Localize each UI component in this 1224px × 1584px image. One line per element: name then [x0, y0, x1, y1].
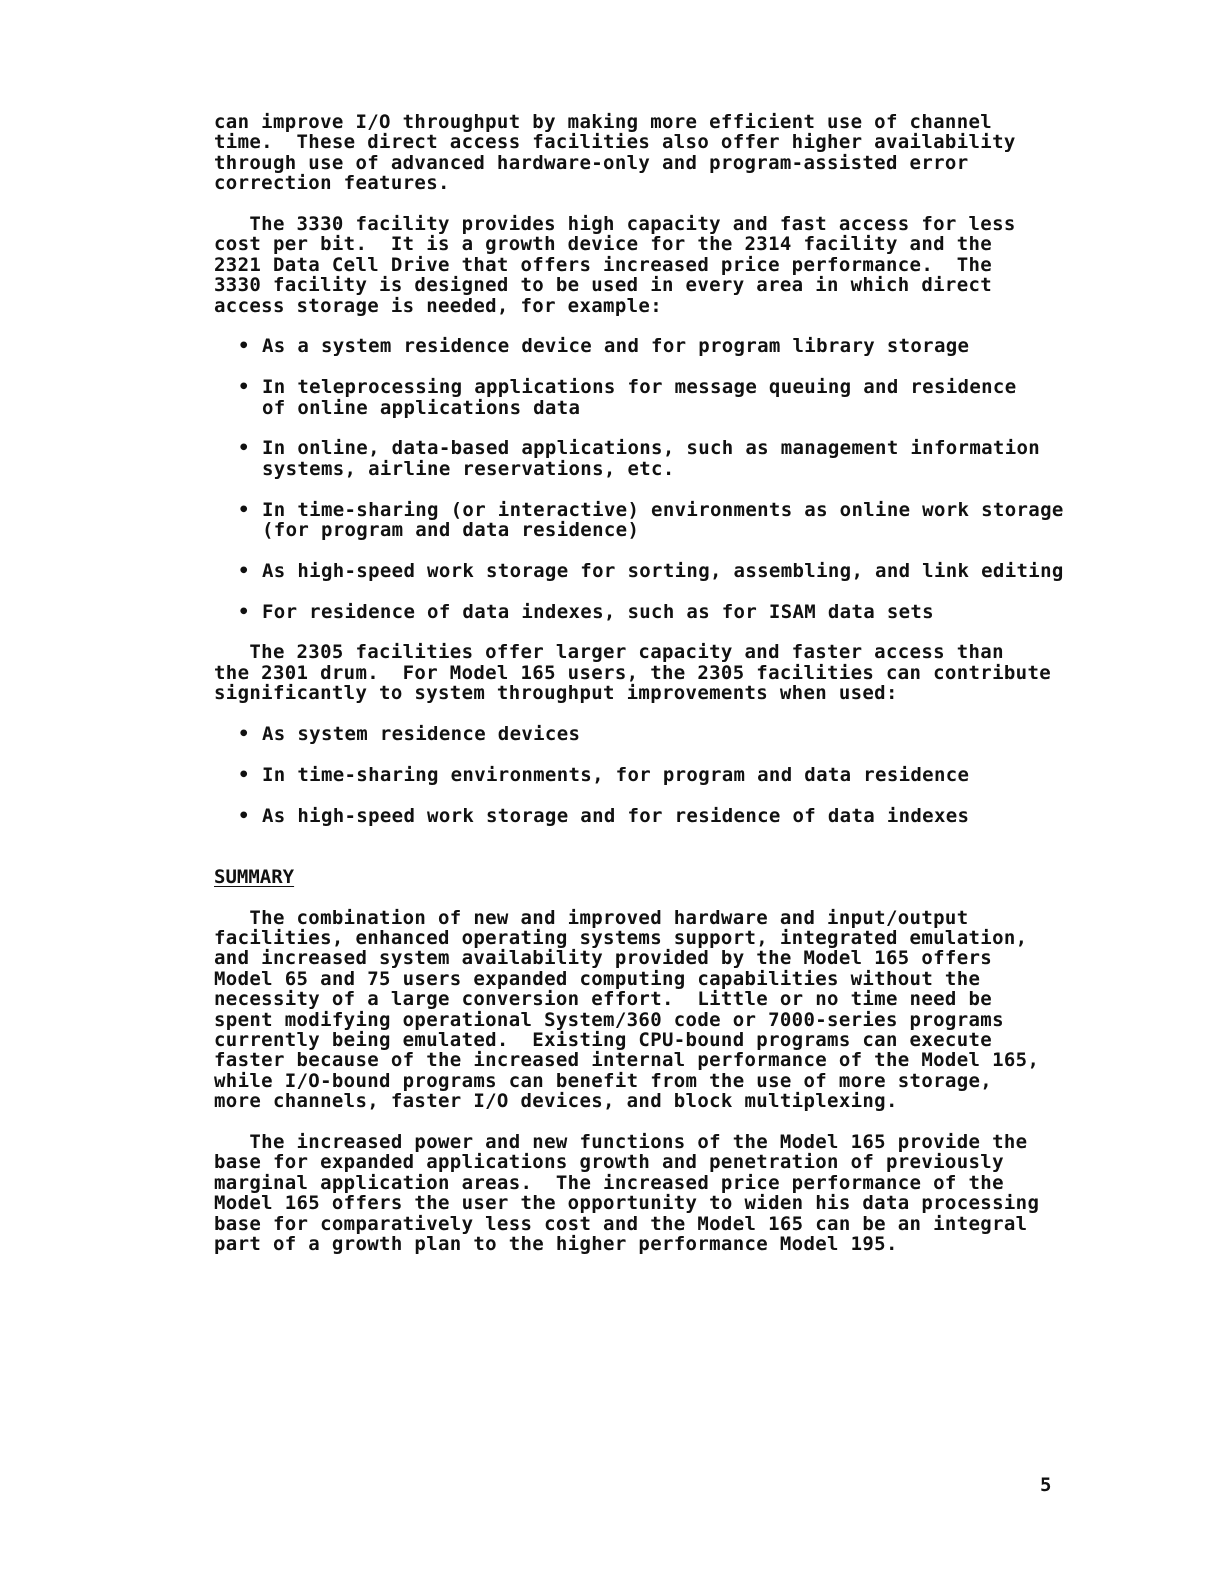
list-item: • In online, data-based applications, such as management information systems, airline reservations, etc. — [238, 437, 1041, 480]
bullet-icon: • — [238, 804, 250, 827]
bullet-icon: • — [238, 498, 250, 521]
bullet-icon: • — [238, 559, 250, 582]
list-item: • In teleprocessing applications for message queuing and residence of online applications data — [238, 376, 1017, 419]
list-item: • As high-speed work storage and for residence of data indexes — [238, 804, 970, 827]
summary-paragraph-2: The increased power and new functions of the Model 165 provide the base for expanded applications growth and penetration of previously marginal application areas. The increased price performance of the Model 165 offers the user the opportunity to widen his data processing base for comparatively less cost and the Model 165 can be an integral part of a growth plan to the higher performance Model 195. — [214, 1131, 1040, 1256]
list-item: • In time-sharing environments, for program and data residence — [238, 763, 970, 786]
summary-heading: SUMMARY — [214, 865, 295, 888]
bullet-icon: • — [238, 763, 250, 786]
intro-paragraph: can improve I/O throughput by making more efficient use of channel time. These direct access facilities also offer higher availability through use of advanced hardware-only and program-assisted error correction features. — [214, 111, 1016, 195]
page-number: 5 — [1040, 1474, 1052, 1496]
list-item: • As a system residence device and for program library storage — [238, 335, 970, 358]
bullet-icon: • — [238, 335, 250, 358]
facility-3330-use-list — [214, 336, 1094, 622]
bullet-icon: • — [238, 437, 250, 460]
facility-2305-paragraph: The 2305 facilities offer larger capacity and faster access than the 2301 drum. For Model 165 users, the 2305 facilities can contribute significantly to system throughput improvements when used: — [214, 641, 1052, 705]
bullet-icon: • — [238, 376, 250, 399]
list-item: • In time-sharing (or interactive) environments as online work storage (for program and data residence) — [238, 498, 1064, 542]
document-page — [214, 112, 1094, 1255]
list-item: • For residence of data indexes, such as for ISAM data sets — [238, 600, 934, 623]
facility-2305-use-list — [214, 724, 1094, 826]
facility-3330-paragraph: The 3330 facility provides high capacity and fast access for less cost per bit. It is a growth device for the 2314 facility and the 2321 Data Cell Drive that offers increased price performance. The 3330 facility is designed to be used in every area in which direct access storage is needed, for example: — [214, 213, 1016, 317]
bullet-icon: • — [238, 723, 250, 746]
summary-paragraph-1: The combination of new and improved hardware and input/output facilities, enhanced operating systems support, integrated emulation, and increased system availability provided by the Model 165 offers Model 65 and 75 users expanded computing capabilities without the necessity of a large conversion effort. Little or no time need be spent modifying operational System/360 code or 7000-series programs currently being emulated. Existing CPU-bound programs can execute faster because of the increased internal performance of the Model 165, while I/O-bound programs can benefit from the use of more storage, more channels, faster I/O devices, and block multiplexing. — [214, 906, 1040, 1113]
list-item: • As high-speed work storage for sorting, assembling, and link editing — [238, 559, 1064, 582]
bullet-icon: • — [238, 600, 250, 623]
list-item: • As system residence devices — [238, 723, 581, 746]
